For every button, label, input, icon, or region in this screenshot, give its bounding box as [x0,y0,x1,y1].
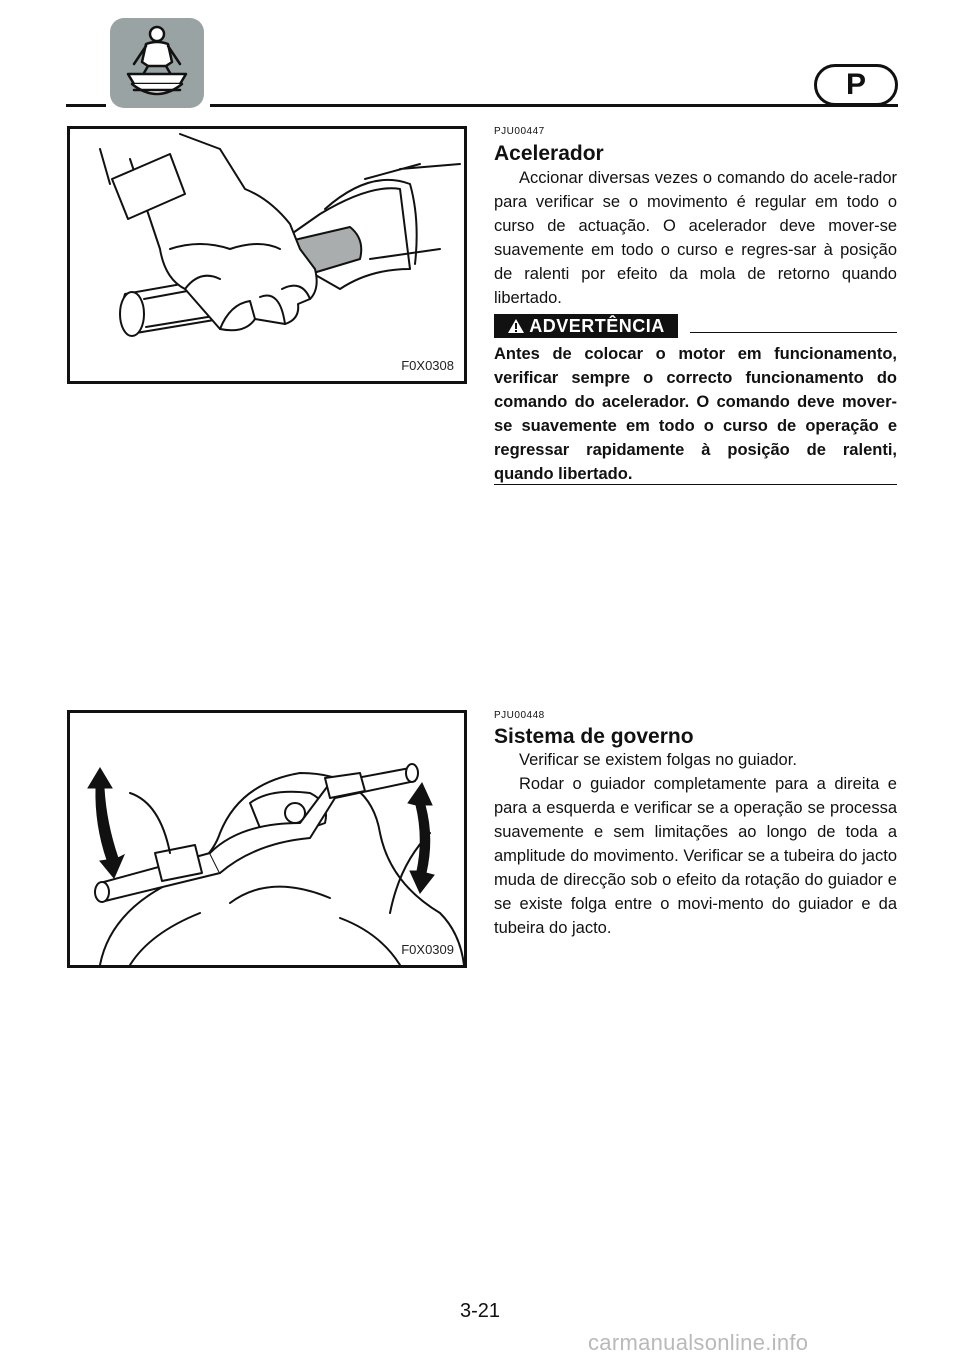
figure-throttle [67,126,467,384]
page-number: 3-21 [459,1300,501,1322]
section-title: Sistema de governo [494,725,694,748]
header-rule-left [66,104,106,107]
language-badge: P [814,64,898,106]
warning-rule-bottom [494,484,897,485]
warning-triangle-icon [507,318,525,334]
section-title: Acelerador [494,142,604,165]
figure-label: F0X0309 [401,942,454,957]
warning-text: Antes de colocar o motor em funcionamento, verificar sempre o correcto funcionamento do comando do acelerador. O comando deve mover-se suavemente em todo o curso de operação e regressar rapidamente à posição de ralenti, quando libertado. [494,345,897,483]
figure-steering [67,710,467,968]
section-code: PJU00448 [494,710,545,721]
paragraph: Accionar diversas vezes o comando do acele-rador para verificar se o movimento é regular em todo o curso de actuação. O acelerador deve mover-se suavemente em todo o curso e regres-sar à posição de ralenti por efeito da mola de retorno quando libertado. [494,169,897,307]
figure-label: F0X0308 [401,358,454,373]
handlebar-steering-illustration [70,713,464,965]
section-body [494,748,897,940]
watercraft-rider-icon [110,18,204,108]
header-rule [210,104,898,107]
hand-throttle-grip-illustration [70,129,464,381]
section-body [494,166,897,310]
watermark: carmanualsonline.info [588,1330,809,1355]
paragraph: Rodar o guiador completamente para a direita e para a esquerda e verificar se a operação se processa suavemente e sem limitações ao longo de toda a amplitude do movimento. Verificar se a tubeira do jacto muda de direcção sob o efeito da rotação do guiador e se existe folga entre o movi-mento do guiador e da tubeira do jacto. [494,775,897,937]
warning-badge [494,314,678,338]
section-code: PJU00447 [494,126,545,137]
warning-label: ADVERTÊNCIA [529,315,665,336]
warning-rule-top [690,332,897,333]
paragraph: Verificar se existem folgas no guiador. [519,751,797,769]
